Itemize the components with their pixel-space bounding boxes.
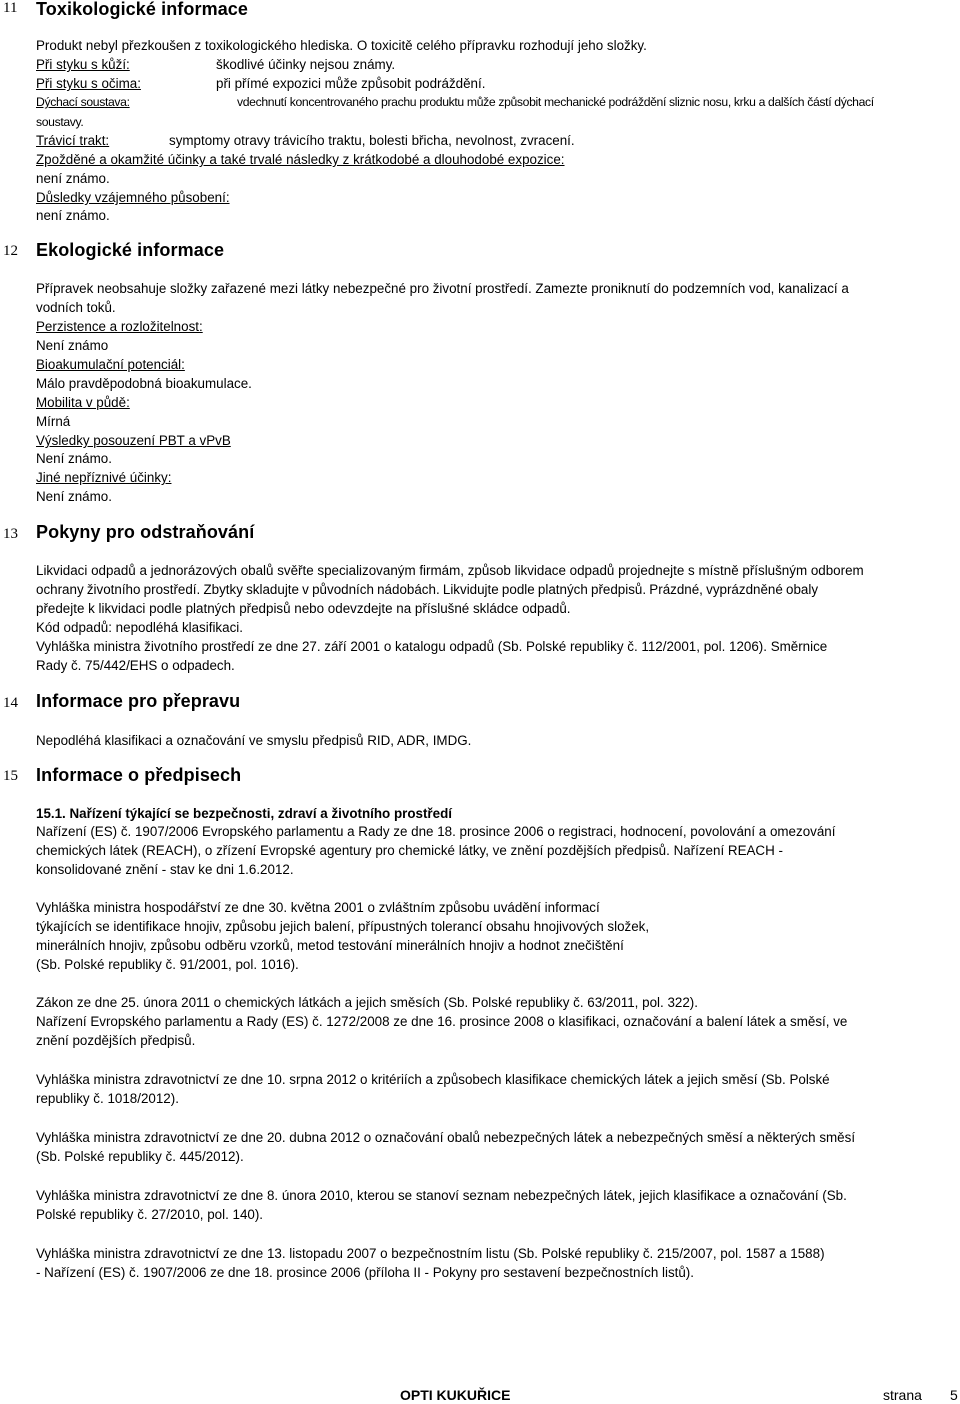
paragraph-line: vodních toků. [36,300,116,315]
interact-value: není známo. [36,208,110,223]
subsection-title: 15.1. Nařízení týkající se bezpečnosti, zdraví a životního prostředí [36,806,452,821]
section-title: Informace o předpisech [36,765,242,785]
eye-label: Při styku s očima: [36,76,141,91]
resp-value-cont: soustavy. [36,115,84,129]
mob-label: Mobilita v půdě: [36,395,130,410]
paragraph-line: Vyhláška ministra hospodářství ze dne 30. května 2001 o zvláštním způsobu uvádění informací [36,900,600,915]
interact-label-row [36,188,230,207]
paragraph-line: minerálních hnojiv, způsobu odběru vzorků, metod testování minerálních hnojiv a hodnot znečištění [36,938,624,953]
paragraph-line: Zákon ze dne 25. února 2011 o chemických látkách a jejich směsích (Sb. Polské republiky č. 63/2011, pol. 322). [36,995,698,1010]
section-number: 12 [3,243,18,259]
eye-value: při přímé expozici může způsobit podráždění. [216,76,486,91]
paragraph-line: Přípravek neobsahuje složky zařazené mezi látky nebezpečné pro životní prostředí. Zamezte proniknutí do podzemních vod, kanalizací a [36,281,849,296]
footer-product-name: OPTI KUKUŘICE [400,1387,511,1403]
bio-value: Málo pravděpodobná bioakumulace. [36,376,252,391]
dig-row [36,131,109,150]
delayed-label: Zpožděné a okamžité účinky a také trvalé následky z krátkodobé a dlouhodobé expozice: [36,152,565,167]
skin-value: škodlivé účinky nejsou známy. [216,57,396,72]
paragraph-line: ochrany životního prostředí. Zbytky skladujte v původních nádobách. Likvidujte podle platných předpisů. Prázdné, vyprázdněné obaly [36,582,819,597]
paragraph-line: Vyhláška ministra zdravotnictví ze dne 8. února 2010, kterou se stanoví seznam nebezpečných látek, jejich klasifikace a označování (Sb. [36,1188,847,1203]
footer-page-number: 5 [950,1387,958,1403]
dig-value: symptomy otravy trávicího traktu, bolesti břicha, nevolnost, zvracení. [169,133,575,148]
other-label-row [36,468,171,487]
pbt-label: Výsledky posouzení PBT a vPvB [36,433,231,448]
persist-value: Není známo [36,338,109,353]
eye-row [36,74,141,93]
paragraph-line: Vyhláška ministra zdravotnictví ze dne 10. srpna 2012 o kritériích a způsobech klasifikace chemických látek a jejich směsí (Sb. Polské [36,1072,830,1087]
paragraph-line: Kód odpadů: nepodléhá klasifikaci. [36,620,243,635]
other-label: Jiné nepříznivé účinky: [36,470,172,485]
resp-label: Dýchací soustava: [36,95,130,109]
persist-label-row [36,317,203,336]
section-title: Toxikologické informace [36,0,249,19]
paragraph-line: Nařízení Evropského parlamentu a Rady (ES) č. 1272/2008 ze dne 16. prosince 2008 o klasifikaci, označování a balení látek a směsí, ve [36,1014,848,1029]
paragraph-line: Polské republiky č. 27/2010, pol. 140). [36,1207,264,1222]
paragraph-line: Nařízení (ES) č. 1907/2006 Evropského parlamentu a Rady ze dne 18. prosince 2006 o registraci, hodnocení, povolování a omezování [36,824,836,839]
section-number: 15 [3,768,18,784]
paragraph-line: (Sb. Polské republiky č. 91/2001, pol. 1016). [36,957,299,972]
bio-label-row [36,355,185,374]
skin-row [36,55,130,74]
paragraph-line: Vyhláška ministra zdravotnictví ze dne 20. dubna 2012 o označování obalů nebezpečných látek a nebezpečných směsí a některých směsí [36,1130,856,1145]
bio-label: Bioakumulační potenciál: [36,357,185,372]
dig-label: Trávicí trakt: [36,133,110,148]
resp-value: vdechnutí koncentrovaného prachu produktu může způsobit mechanické podráždění sliznic nosu, krku a dalších částí dýchací [237,95,874,109]
paragraph-line: republiky č. 1018/2012). [36,1091,179,1106]
paragraph-line: Nepodléhá klasifikaci a označování ve smyslu předpisů RID, ADR, IMDG. [36,733,472,748]
mob-value: Mírná [36,414,71,429]
section-number: 13 [3,526,18,542]
pbt-label-row [36,431,231,450]
paragraph-line: znění pozdějších předpisů. [36,1033,196,1048]
paragraph-line: týkajících se identifikace hnojiv, způsobu jejich balení, přípustných tolerancí obsahu hnojivových složek, [36,919,650,934]
section-number: 11 [3,0,18,16]
paragraph-line: Produkt nebyl přezkoušen z toxikologického hlediska. O toxicitě celého přípravku rozhodují jeho složky. [36,38,647,53]
other-value: Není známo. [36,489,112,504]
section-number: 14 [3,695,18,711]
paragraph-line: Rady č. 75/442/EHS o odpadech. [36,658,235,673]
section-title: Informace pro přepravu [36,691,241,711]
footer-page-label: strana [883,1387,922,1403]
mob-label-row [36,393,130,412]
paragraph-line: - Nařízení (ES) č. 1907/2006 ze dne 18. prosince 2006 (příloha II - Pokyny pro sestavení bezpečnostních listů). [36,1265,694,1280]
paragraph-line: Likvidaci odpadů a jednorázových obalů svěřte specializovaným firmám, způsob likvidace odpadů projednejte s místně příslušným odborem [36,563,864,578]
resp-row [36,93,130,112]
paragraph-line: (Sb. Polské republiky č. 445/2012). [36,1149,244,1164]
section-title: Pokyny pro odstraňování [36,522,255,542]
section-title: Ekologické informace [36,240,225,260]
paragraph-line: předejte k likvidaci podle platných předpisů nebo odevzdejte na příslušné skládce odpadů. [36,601,571,616]
delayed-label-row [36,150,565,169]
skin-label: Při styku s kůží: [36,57,130,72]
persist-label: Perzistence a rozložitelnost: [36,319,203,334]
paragraph-line: Vyhláška ministra životního prostředí ze dne 27. září 2001 o katalogu odpadů (Sb. Polské republiky č. 112/2001, pol. 1206). Směrnice [36,639,828,654]
paragraph-line: Vyhláška ministra zdravotnictví ze dne 13. listopadu 2007 o bezpečnostním listu (Sb. Polské republiky č. 215/2007, pol. 1587 a 1588) [36,1246,825,1261]
pbt-value: Není známo. [36,451,112,466]
interact-label: Důsledky vzájemného působení: [36,190,230,205]
paragraph-line: chemických látek (REACH), o zřízení Evropské agentury pro chemické látky, ve znění pozdějších předpisů. Nařízení REACH - [36,843,783,858]
delayed-value: není známo. [36,171,110,186]
paragraph-line: konsolidované znění - stav ke dni 1.6.2012. [36,862,294,877]
